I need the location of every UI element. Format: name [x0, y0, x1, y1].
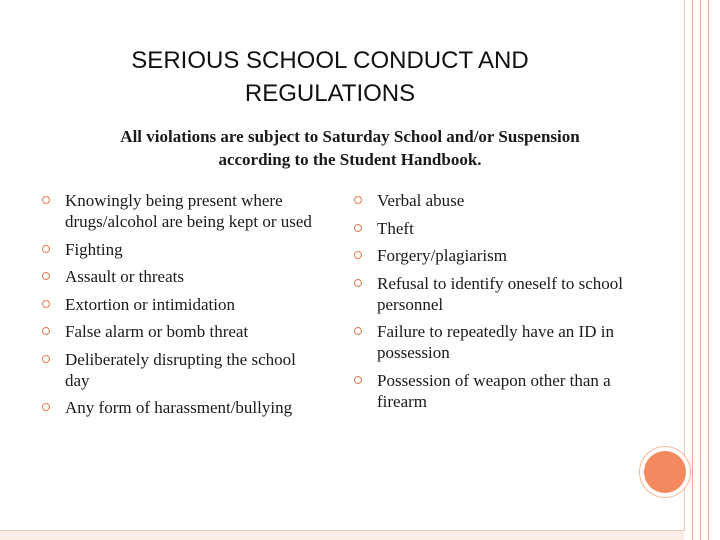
list-item: [42, 266, 312, 287]
list-item-text: Refusal to identify oneself to school personnel: [377, 273, 623, 314]
list-item: [354, 321, 644, 363]
list-item-text: Verbal abuse: [377, 191, 465, 210]
circle-bullet-icon: [354, 251, 362, 259]
list-item: [42, 321, 312, 342]
list-item-text: Fighting: [65, 239, 123, 259]
decorative-edge-line: [708, 0, 709, 540]
list-item: [354, 245, 644, 266]
subtitle-line: All violations are subject to Saturday School and/or Suspension: [120, 127, 580, 146]
circle-bullet-icon: [42, 300, 50, 308]
decorative-edge-line: [700, 0, 701, 540]
list-item-text: Possession of weapon other than a firearm: [377, 370, 611, 411]
right-violation-list: [354, 190, 644, 418]
decorative-circle-icon: [644, 451, 686, 493]
left-violation-list: [42, 190, 312, 425]
list-item: [354, 218, 644, 239]
circle-bullet-icon: [42, 403, 50, 411]
list-item-text: Knowingly being present where drugs/alcohol are being kept or used: [65, 191, 312, 231]
list-item-text: False alarm or bomb threat: [65, 322, 249, 341]
list-item: [42, 239, 312, 260]
title-line: SERIOUS SCHOOL CONDUCT AND: [131, 47, 529, 74]
list-item: [42, 349, 312, 391]
circle-bullet-icon: [354, 224, 362, 232]
list-item: [354, 370, 644, 412]
list-item-text: Extortion or intimidation: [65, 294, 235, 314]
circle-bullet-icon: [354, 376, 362, 384]
circle-bullet-icon: [42, 196, 50, 204]
title-line: REGULATIONS: [244, 80, 416, 107]
circle-bullet-icon: [42, 272, 50, 280]
circle-bullet-icon: [354, 327, 362, 335]
list-item-text: Assault or threats: [65, 267, 184, 286]
list-item: [42, 397, 312, 418]
slide-subtitle: [40, 125, 660, 171]
circle-bullet-icon: [42, 245, 50, 253]
subtitle-line: according to the Student Handbook.: [218, 150, 482, 169]
list-item-text: Forgery/plagiarism: [377, 246, 507, 265]
list-item: [42, 190, 312, 232]
list-item: [354, 273, 644, 315]
list-item-text: Deliberately disrupting the school day: [65, 349, 296, 390]
list-item: [354, 190, 644, 211]
circle-bullet-icon: [354, 196, 362, 204]
list-item-text: Theft: [377, 218, 414, 238]
circle-bullet-icon: [42, 355, 50, 363]
list-item-text: Any form of harassment/bullying: [65, 398, 293, 417]
decorative-edge-line: [692, 0, 693, 540]
circle-bullet-icon: [42, 327, 50, 335]
list-item-text: Failure to repeatedly have an ID in possession: [377, 322, 614, 362]
circle-bullet-icon: [354, 279, 362, 287]
slide-title: [40, 44, 620, 110]
list-item: [42, 294, 312, 315]
